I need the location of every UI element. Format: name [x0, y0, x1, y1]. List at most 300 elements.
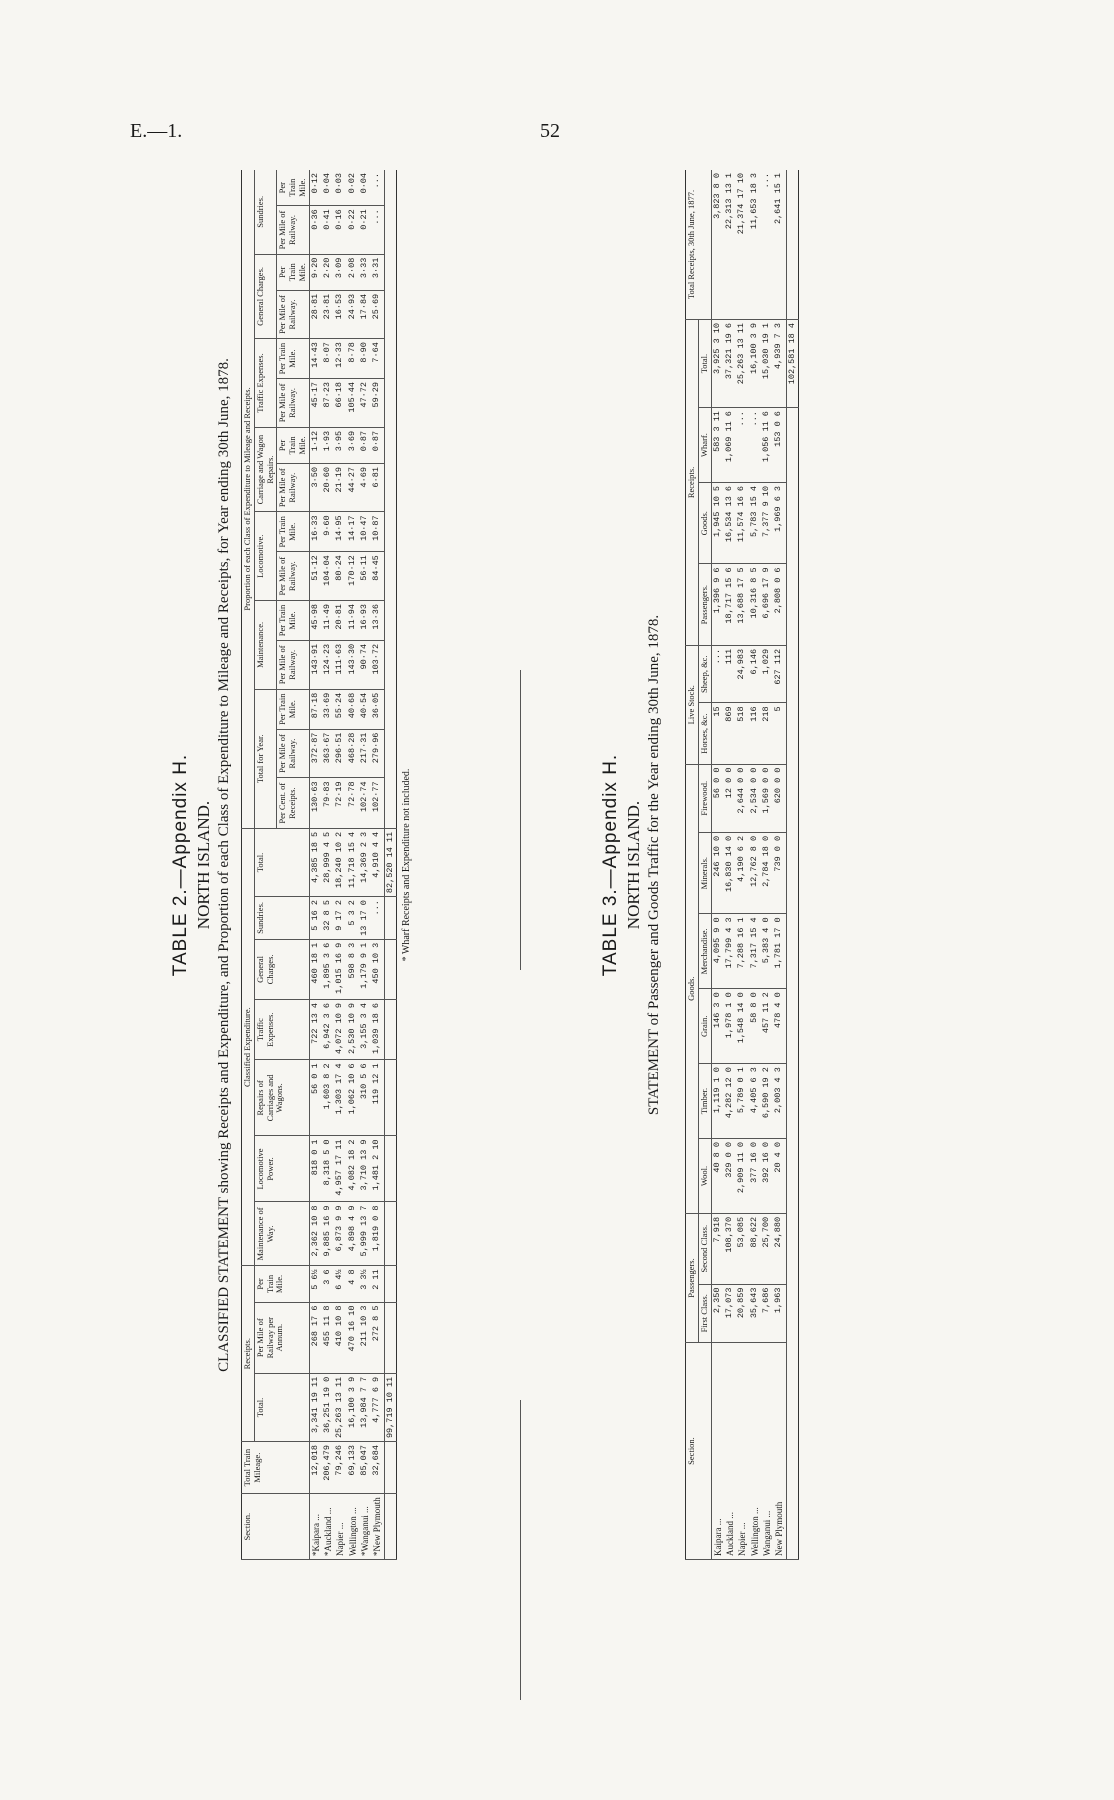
table3-cell-second: 24,880: [773, 1213, 786, 1284]
t2-h-pmr: Per Mile of Railway.: [277, 464, 309, 512]
table2-cell-mileage: 32,684: [371, 1442, 384, 1494]
table2-cell-l_ptm: 9·60: [322, 512, 334, 552]
table2-cell-s_pmr: 0·22: [347, 206, 359, 254]
table2-cell-c_pmr: 21·19: [334, 464, 346, 512]
table3-cell-rp: 10,316 8 5: [749, 564, 761, 645]
table3-cell-horses: 15: [711, 703, 724, 764]
table3-cell-r77: 11,653 18 3: [749, 170, 761, 320]
table2-cell-t_pmr: 296·51: [334, 729, 346, 778]
table2-cell-exp_total: 11,718 15 4: [347, 828, 359, 896]
table2-body: [309, 170, 384, 1560]
t3-h-sheep: Sheep, &c.: [698, 645, 711, 703]
table2-cell-maint: 5,999 13 7: [359, 1202, 371, 1266]
table2-footnote: * Wharf Receipts and Expenditure not included.: [401, 768, 413, 962]
table2-cell-c_ptm: 1·12: [309, 427, 322, 463]
table2-region: NORTH ISLAND.: [194, 800, 213, 930]
t2-group-proportion: Proportion of each Class of Expenditure to Mileage and Receipts.: [242, 170, 255, 828]
table3-cell-horses: 869: [724, 703, 736, 764]
table3-cell-section: Wanganui ...: [761, 1343, 773, 1560]
t3-group-goods: Goods.: [686, 764, 699, 1213]
table3-cell-rw: 1,056 11 6: [761, 408, 773, 483]
table2-cell-pct: 102·74: [359, 778, 371, 828]
table3-cell-merch: 7,317 15 4: [749, 914, 761, 989]
table3-cell-second: 53,085: [736, 1213, 748, 1284]
table2-cell-m_pmr: 124·23: [322, 640, 334, 689]
table3-cell-firewood: 1,569 0 0: [761, 764, 773, 832]
table2-cell-l_ptm: 10·87: [371, 512, 384, 552]
table2-cell-s_ptm: 0·12: [309, 170, 322, 206]
table2-cell-pct: 72·19: [334, 778, 346, 828]
table3-title: TABLE 3.—Appendix H.: [600, 753, 621, 977]
table2-total-row: [384, 170, 397, 1560]
t2-h-ptm: Per Train Mile.: [277, 170, 309, 206]
table3-cell-wool: 20 4 0: [773, 1139, 786, 1214]
table2-cell-tr_ptm: 8·78: [347, 339, 359, 379]
table2-cell-m_ptm: 45·98: [309, 601, 322, 641]
t3-h-timber: Timber.: [698, 1064, 711, 1139]
t3-h-firewood: Firewood.: [698, 764, 711, 832]
table3-cell-firewood: 620 0 0: [773, 764, 786, 832]
table2-cell-maint: 9,885 16 9: [322, 1202, 334, 1266]
table2-cell-per_train: 2 11: [371, 1266, 384, 1302]
table3-cell-sheep: 627 112: [773, 645, 786, 703]
t3-h-1877: Total Receipts, 30th June, 1877.: [686, 170, 712, 320]
table2-cell-tr_pmr: 66·18: [334, 379, 346, 428]
table2-cell-total: 13,984 7 7: [359, 1373, 371, 1441]
table3-cell-grain: 1,548 14 0: [736, 989, 748, 1064]
table3-cell-rg: 7,377 9 10: [761, 482, 773, 563]
table2-cell-per_mile: 211 10 3: [359, 1302, 371, 1373]
table2-cell-l_pmr: 170·12: [347, 552, 359, 601]
table3-cell-horses: 518: [736, 703, 748, 764]
table2-cell-repairs: 56 0 1: [309, 1060, 322, 1136]
table3-cell-sheep: 6,146: [749, 645, 761, 703]
table2-cell-l_pmr: 104·04: [322, 552, 334, 601]
table2-cell-per_train: 6 4½: [334, 1266, 346, 1302]
t2-h-pmr: Per Mile of Railway.: [277, 206, 309, 254]
t3-h-wool: Wool.: [698, 1139, 711, 1214]
table2-cell-l_pmr: 80·24: [334, 552, 346, 601]
table3-cell-r77: 2,641 15 1: [773, 170, 786, 320]
table3-cell-second: 108,370: [724, 1213, 736, 1284]
table2-cell-mileage: 12,018: [309, 1442, 322, 1494]
table3-row: [711, 170, 724, 1560]
table2-cell-section: Napier ...: [334, 1494, 346, 1560]
table2-cell-traffic: 3,155 3 4: [359, 1000, 371, 1060]
table2-cell-tr_ptm: 12·33: [334, 339, 346, 379]
table2-cell-total: 25,263 13 11: [334, 1373, 346, 1441]
table2-cell-g_pmr: 17·84: [359, 290, 371, 338]
t2-h-pmr: Per Mile of Railway.: [277, 729, 309, 778]
table2-cell-mileage: 69,133: [347, 1442, 359, 1494]
t3-total-receipts: 102,581 18 4: [786, 320, 799, 408]
table2-cell-traffic: 2,530 10 9: [347, 1000, 359, 1060]
table2-cell-t_pmr: 468·28: [347, 729, 359, 778]
table2-cell-c_pmr: 4·69: [359, 464, 371, 512]
table2-title: TABLE 2.—Appendix H.: [170, 753, 191, 977]
t2-h-pmr: Per Mile of Railway.: [277, 552, 309, 601]
table3-cell-second: 88,622: [749, 1213, 761, 1284]
table2-cell-per_train: 4 8: [347, 1266, 359, 1302]
table2-cell-m_pmr: 143·91: [309, 640, 322, 689]
t3-h-grain: Grain.: [698, 989, 711, 1064]
table2-cell-m_pmr: 143·30: [347, 640, 359, 689]
t2-h-loco: Locomotive Power.: [254, 1136, 309, 1202]
table3-region: NORTH ISLAND.: [624, 800, 643, 930]
table3-cell-sheep: ...: [711, 645, 724, 703]
table2-cell-section: *Kaipara ...: [309, 1494, 322, 1560]
table2-cell-loco: 8,318 5 0: [322, 1136, 334, 1202]
table3-cell-first: 1,963: [773, 1284, 786, 1342]
t2-h-maint: Maintenance of Way.: [254, 1202, 309, 1266]
table3-title-block: [600, 170, 663, 1560]
table2-cell-g_ptm: 2·08: [347, 254, 359, 290]
table2-cell-exp_total: 18,240 10 2: [334, 828, 346, 896]
separator-line: [520, 1400, 521, 1700]
t2-h-section: Section.: [242, 1494, 310, 1560]
table3-cell-rp: 2,808 0 6: [773, 564, 786, 645]
table2-cell-loco: 4,082 18 2: [347, 1136, 359, 1202]
table2-cell-maint: 1,819 0 8: [371, 1202, 384, 1266]
table2-cell-g_pmr: 28·81: [309, 290, 322, 338]
table2-cell-section: *New Plymouth: [371, 1494, 384, 1560]
table3-cell-rp: 6,696 17 9: [761, 564, 773, 645]
t2-h-traffic: Traffic Expenses.: [254, 1000, 309, 1060]
table2-cell-t_ptm: 40·54: [359, 689, 371, 729]
table2-cell-tr_pmr: 87·23: [322, 379, 334, 428]
table2-cell-general: 450 10 3: [371, 939, 384, 999]
table3-cell-sheep: 24,983: [736, 645, 748, 703]
table2-cell-s_ptm: 0·02: [347, 170, 359, 206]
table2-block: [170, 170, 412, 1560]
table3-cell-rw: ...: [749, 408, 761, 483]
table2-cell-c_pmr: 20·60: [322, 464, 334, 512]
table3-cell-merch: 1,781 17 0: [773, 914, 786, 989]
table2-cell-m_pmr: 90·74: [359, 640, 371, 689]
table2-cell-t_pmr: 363·67: [322, 729, 334, 778]
table3-cell-rg: 1,969 6 3: [773, 482, 786, 563]
table3-cell-merch: 4,095 9 0: [711, 914, 724, 989]
table2-cell-per_mile: 272 8 5: [371, 1302, 384, 1373]
table2-cell-per_mile: 455 11 8: [322, 1302, 334, 1373]
table2-cell-g_ptm: 9·20: [309, 254, 322, 290]
table3-cell-minerals: 16,830 14 0: [724, 832, 736, 913]
table2-cell-m_ptm: 11·94: [347, 601, 359, 641]
table3-cell-wool: 392 16 0: [761, 1139, 773, 1214]
table2-cell-traffic: 1,039 18 6: [371, 1000, 384, 1060]
table3-cell-minerals: 4,190 6 2: [736, 832, 748, 913]
table2-cell-general: 598 8 3: [347, 939, 359, 999]
table3-description: STATEMENT of Passenger and Goods Traffic for the Year ending 30th June, 1878.: [646, 614, 662, 1116]
t2-h-pct: Per Cent. of Receipts.: [277, 778, 309, 828]
t2-h-p-carriage: Carriage and Wagon Repairs.: [254, 427, 277, 512]
table3-cell-minerals: 12,762 8 0: [749, 832, 761, 913]
table2-cell-repairs: 119 12 1: [371, 1060, 384, 1136]
table2-cell-exp_total: 14,369 2 3: [359, 828, 371, 896]
table2-cell-pct: 130·63: [309, 778, 322, 828]
table2-cell-l_pmr: 84·45: [371, 552, 384, 601]
table2-cell-l_pmr: 56·11: [359, 552, 371, 601]
table2-cell-g_ptm: 2·20: [322, 254, 334, 290]
table2-cell-mileage: 79,246: [334, 1442, 346, 1494]
table2-cell-repairs: 1,603 8 2: [322, 1060, 334, 1136]
table2-cell-tr_ptm: 14·43: [309, 339, 322, 379]
table2-cell-total: 4,777 6 9: [371, 1373, 384, 1441]
table3-cell-firewood: 12 0 0: [724, 764, 736, 832]
table2-cell-tr_ptm: 8·90: [359, 339, 371, 379]
table3-cell-rt: 15,030 19 1: [761, 320, 773, 408]
table3-cell-rt: 4,939 7 3: [773, 320, 786, 408]
table2-row: [322, 170, 334, 1560]
t2-h-ptm: Per Train Mile.: [277, 339, 309, 379]
t2-h-ptm: Per Train Mile.: [277, 427, 309, 463]
table2-cell-s_pmr: 0·21: [359, 206, 371, 254]
t2-h-ptm: Per Train Mile.: [277, 512, 309, 552]
table2-cell-c_pmr: 44·27: [347, 464, 359, 512]
table2-cell-maint: 4,898 4 9: [347, 1202, 359, 1266]
table2-cell-maint: 2,362 10 8: [309, 1202, 322, 1266]
table2-cell-pct: 79·83: [322, 778, 334, 828]
table3-cell-wool: 377 16 0: [749, 1139, 761, 1214]
table3-cell-grain: 478 4 0: [773, 989, 786, 1064]
table3-cell-wool: 2,909 11 0: [736, 1139, 748, 1214]
t2-h-p-traffic: Traffic Expenses.: [254, 339, 277, 428]
t2-h-per-mile: Per Mile of Railway per Annum.: [254, 1302, 309, 1373]
table2-cell-g_ptm: 3·33: [359, 254, 371, 290]
table3-cell-r77: 22,313 13 1: [724, 170, 736, 320]
table2-cell-sundries: 32 8 5: [322, 897, 334, 940]
table2-cell-per_mile: 470 16 10: [347, 1302, 359, 1373]
table2-cell-s_ptm: 0·04: [322, 170, 334, 206]
t2-h-pmr: Per Mile of Railway.: [277, 379, 309, 428]
t2-h-p-maint: Maintenance.: [254, 601, 277, 690]
table2-cell-s_ptm: 0·03: [334, 170, 346, 206]
table3-cell-rw: 1,069 11 6: [724, 408, 736, 483]
table2-cell-l_ptm: 10·47: [359, 512, 371, 552]
table2-cell-sundries: 5 3 2: [347, 897, 359, 940]
t2-h-mileage: Total Train Mileage.: [242, 1442, 310, 1494]
table3-cell-first: 2,350: [711, 1284, 724, 1342]
table2-cell-c_pmr: 3·50: [309, 464, 322, 512]
table3-cell-first: 17,073: [724, 1284, 736, 1342]
table3-cell-rt: 16,100 3 9: [749, 320, 761, 408]
table2-cell-sundries: 5 16 2: [309, 897, 322, 940]
table3-cell-grain: 146 3 0: [711, 989, 724, 1064]
table3-cell-section: Wellington ...: [749, 1343, 761, 1560]
t2-h-pmr: Per Mile of Railway.: [277, 640, 309, 689]
table3-cell-grain: 1,978 1 0: [724, 989, 736, 1064]
t3-h-r-pass: Passengers.: [698, 564, 711, 645]
table2-cell-s_pmr: 0·36: [309, 206, 322, 254]
table2-cell-section: *Wanganui ...: [359, 1494, 371, 1560]
table3-cell-firewood: 56 0 0: [711, 764, 724, 832]
table3-cell-section: Napier ...: [736, 1343, 748, 1560]
t2-h-total: Total.: [254, 1373, 309, 1441]
t3-h-r-total: Total.: [698, 320, 711, 408]
separator-line: [520, 670, 521, 970]
table3-row: [736, 170, 748, 1560]
t2-h-sundries: Sundries.: [254, 897, 309, 940]
table2-cell-t_ptm: 55·24: [334, 689, 346, 729]
t3-h-first: First Class.: [698, 1284, 711, 1342]
table3-cell-firewood: 2,534 0 0: [749, 764, 761, 832]
table3-cell-rp: 1,396 9 6: [711, 564, 724, 645]
table2-cell-tr_pmr: 105·44: [347, 379, 359, 428]
t2-h-pmr: Per Mile of Railway.: [277, 290, 309, 338]
page-number: 52: [540, 120, 560, 142]
t3-h-r-goods: Goods.: [698, 482, 711, 563]
table2-cell-general: 1,895 3 6: [322, 939, 334, 999]
table2-cell-g_ptm: 3·31: [371, 254, 384, 290]
t3-h-minerals: Minerals.: [698, 832, 711, 913]
table3-row: [749, 170, 761, 1560]
t2-group-receipts: Receipts.: [242, 1266, 255, 1442]
table2-cell-tr_ptm: 8·07: [322, 339, 334, 379]
t2-h-total-year: Total for Year.: [254, 689, 277, 828]
table2-cell-m_ptm: 13·36: [371, 601, 384, 641]
table3-cell-first: 7,686: [761, 1284, 773, 1342]
table2-cell-per_mile: 268 17 6: [309, 1302, 322, 1373]
table2-cell-sundries: 9 17 2: [334, 897, 346, 940]
table2-cell-tr_pmr: 59·29: [371, 379, 384, 428]
table2-cell-maint: 6,873 9 9: [334, 1202, 346, 1266]
table3-cell-minerals: 246 10 0: [711, 832, 724, 913]
table2-cell-general: 460 18 1: [309, 939, 322, 999]
table3-cell-first: 35,643: [749, 1284, 761, 1342]
table2-cell-c_ptm: 0·87: [371, 427, 384, 463]
table3-cell-rt: 25,263 13 11: [736, 320, 748, 408]
table2-cell-mileage: 206,479: [322, 1442, 334, 1494]
table2-cell-s_pmr: 0·16: [334, 206, 346, 254]
table2-cell-loco: 1,481 2 10: [371, 1136, 384, 1202]
table2-cell-total: 16,100 3 9: [347, 1373, 359, 1441]
table3-cell-grain: 58 8 0: [749, 989, 761, 1064]
table2-cell-traffic: 722 13 4: [309, 1000, 322, 1060]
table3-cell-r77: 3,823 8 0: [711, 170, 724, 320]
table2-cell-l_ptm: 14·95: [334, 512, 346, 552]
t3-group-receipts: Receipts.: [686, 320, 699, 646]
table2-cell-g_ptm: 3·09: [334, 254, 346, 290]
table3-cell-r77: 21,374 17 10: [736, 170, 748, 320]
table2-cell-repairs: 310 5 6: [359, 1060, 371, 1136]
table3-cell-timber: 2,003 4 3: [773, 1064, 786, 1139]
table3-row: [773, 170, 786, 1560]
table2-cell-t_pmr: 217·31: [359, 729, 371, 778]
t2-h-general: General Charges.: [254, 939, 309, 999]
t3-h-horses: Horses, &c.: [698, 703, 711, 764]
table2-cell-section: *Auckland ...: [322, 1494, 334, 1560]
t2-h-repairs: Repairs of Carriages and Wagons.: [254, 1060, 309, 1136]
t2-total-receipts: 99,719 10 11: [384, 1373, 397, 1441]
table2-cell-sundries: ...: [371, 897, 384, 940]
table2-cell-exp_total: 4,910 4 4: [371, 828, 384, 896]
table3-row: [724, 170, 736, 1560]
table2-cell-exp_total: 28,999 4 5: [322, 828, 334, 896]
table3-cell-rp: 18,717 15 6: [724, 564, 736, 645]
t3-h-second: Second Class.: [698, 1213, 711, 1284]
table3-cell-timber: 5,789 0 1: [736, 1064, 748, 1139]
table3-cell-rw: 583 3 11: [711, 408, 724, 483]
table3-cell-timber: 1,119 1 0: [711, 1064, 724, 1139]
table3-block: [600, 170, 799, 1560]
t2-h-p-general: General Charges.: [254, 254, 277, 339]
table3-cell-section: Auckland ...: [724, 1343, 736, 1560]
table2-cell-per_train: 5 6½: [309, 1266, 322, 1302]
table2-cell-c_ptm: 3·95: [334, 427, 346, 463]
t2-total-expenditure: 82,520 14 11: [384, 828, 397, 896]
table2-row: [334, 170, 346, 1560]
table3-cell-first: 20,859: [736, 1284, 748, 1342]
table3-cell-horses: 116: [749, 703, 761, 764]
table3-cell-timber: 4,405 6 3: [749, 1064, 761, 1139]
table2-cell-general: 1,015 16 9: [334, 939, 346, 999]
table2-cell-section: Wellington ...: [347, 1494, 359, 1560]
table2-cell-total: 36,251 19 0: [322, 1373, 334, 1441]
table2-cell-repairs: 1,303 17 4: [334, 1060, 346, 1136]
table2-cell-g_pmr: 25·69: [371, 290, 384, 338]
table2-cell-per_train: 3 6: [322, 1266, 334, 1302]
table3-cell-rt: 3,925 3 10: [711, 320, 724, 408]
table3-cell-firewood: 2,644 0 0: [736, 764, 748, 832]
t3-group-passengers: Passengers.: [686, 1213, 699, 1342]
t3-h-r-wharf: Wharf.: [698, 408, 711, 483]
table2-cell-m_pmr: 111·63: [334, 640, 346, 689]
table3-cell-timber: 6,590 19 2: [761, 1064, 773, 1139]
table2-cell-t_ptm: 40·68: [347, 689, 359, 729]
table3-cell-second: 25,700: [761, 1213, 773, 1284]
page-identifier: E.—1.: [130, 120, 183, 142]
t3-h-merch: Merchandise.: [698, 914, 711, 989]
t2-h-per-train: Per Train Mile.: [254, 1266, 309, 1302]
table2-cell-g_pmr: 16·53: [334, 290, 346, 338]
table3-cell-rw: ...: [736, 408, 748, 483]
table2-cell-loco: 4,957 17 11: [334, 1136, 346, 1202]
table3-cell-merch: 5,383 4 0: [761, 914, 773, 989]
table2-cell-m_ptm: 20·81: [334, 601, 346, 641]
table2-cell-g_pmr: 23·81: [322, 290, 334, 338]
table2-cell-t_pmr: 279·96: [371, 729, 384, 778]
table3-cell-horses: 5: [773, 703, 786, 764]
t2-h-ptm: Per Train Mile.: [277, 601, 309, 641]
table2-row: [371, 170, 384, 1560]
table3-cell-rt: 37,321 19 6: [724, 320, 736, 408]
table2-cell-s_pmr: ...: [371, 206, 384, 254]
table3-cell-rw: 153 0 6: [773, 408, 786, 483]
t3-h-section: Section.: [686, 1343, 712, 1560]
table3-cell-section: New Plymouth: [773, 1343, 786, 1560]
table3-cell-rg: 5,783 15 4: [749, 482, 761, 563]
table3-row: [761, 170, 773, 1560]
table2-cell-s_pmr: 0·41: [322, 206, 334, 254]
table3-cell-minerals: 2,784 18 0: [761, 832, 773, 913]
table3-cell-horses: 218: [761, 703, 773, 764]
table3: [685, 170, 799, 1560]
table2-cell-g_pmr: 24·93: [347, 290, 359, 338]
table2-cell-t_ptm: 87·18: [309, 689, 322, 729]
table2-cell-c_ptm: 0·87: [359, 427, 371, 463]
table2-cell-general: 1,179 9 1: [359, 939, 371, 999]
table2-cell-traffic: 6,942 3 6: [322, 1000, 334, 1060]
table2-cell-c_ptm: 1·93: [322, 427, 334, 463]
table2-cell-total: 3,341 19 11: [309, 1373, 322, 1441]
table2-cell-l_ptm: 14·17: [347, 512, 359, 552]
table3-cell-rg: 11,574 16 6: [736, 482, 748, 563]
t2-h-ptm: Per Train Mile.: [277, 689, 309, 729]
table2-cell-t_ptm: 33·69: [322, 689, 334, 729]
table2-cell-exp_total: 4,385 18 5: [309, 828, 322, 896]
table2-cell-c_ptm: 3·69: [347, 427, 359, 463]
t2-h-p-sundries: Sundries.: [254, 170, 277, 254]
